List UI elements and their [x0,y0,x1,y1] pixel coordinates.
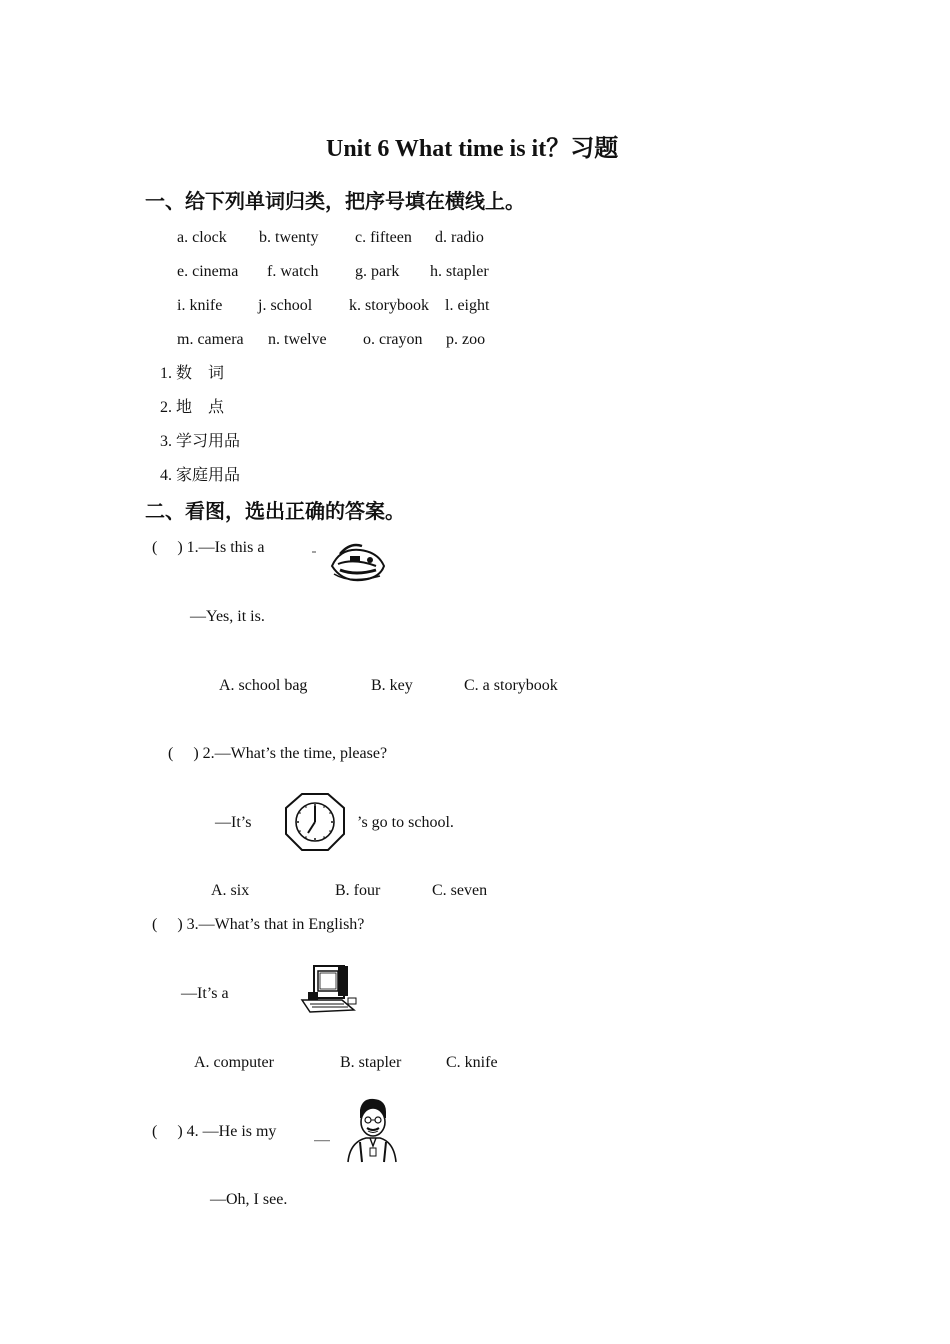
question-3-option-a: A. computer [194,1054,274,1071]
word-item: i. knife [177,297,223,314]
word-item: l. eight [445,297,490,314]
question-1-option-a: A. school bag [219,677,308,694]
category-places: 2. 地 点 [160,399,225,416]
question-2-stem: ( ) 2.—What’s the time, please? [168,745,388,762]
word-item: p. zoo [446,331,486,348]
question-3-answer: —It’s a [181,985,229,1002]
grandfather-picture [340,1096,400,1164]
question-3-option-b: B. stapler [340,1054,402,1071]
computer-picture [298,962,360,1016]
question-1-option-c: C. a storybook [464,677,558,694]
question-1-stem: ( ) 1.—Is this a [152,539,265,556]
category-numerals: 1. 数 词 [160,365,225,382]
question-2-answer-prefix: —It’s [215,814,252,831]
category-school-supplies: 3. 学习用品 [160,433,241,450]
word-item: c. fifteen [355,229,412,246]
word-item: f. watch [267,263,319,280]
word-item: m. camera [177,331,244,348]
word-item: g. park [355,263,400,280]
section2-heading: 二、看图，选出正确的答案。 [145,499,405,523]
question-2-option-b: B. four [335,882,381,899]
question-2-option-c: C. seven [432,882,488,899]
word-item: o. crayon [363,331,423,348]
word-item: h. stapler [430,263,489,280]
question-3-stem: ( ) 3.—What’s that in English? [152,916,365,933]
question-1-option-b: B. key [371,677,413,694]
word-item: d. radio [435,229,484,246]
word-item: b. twenty [259,229,319,246]
question-4-answer: —Oh, I see. [210,1191,288,1208]
category-household-items: 4. 家庭用品 [160,467,241,484]
word-item: a. clock [177,229,227,246]
clock-picture [282,790,348,854]
question-4-blank: ＿ [314,1126,331,1143]
question-3-option-c: C. knife [446,1054,498,1071]
school-bag-picture [310,540,390,586]
question-4-stem: ( ) 4. —He is my [152,1123,277,1140]
question-2-answer-suffix: ’s go to school. [357,814,454,831]
word-item: k. storybook [349,297,429,314]
word-item: n. twelve [268,331,327,348]
word-item: e. cinema [177,263,239,280]
question-2-option-a: A. six [211,882,250,899]
question-1-answer: —Yes, it is. [190,608,265,625]
page-title: Unit 6 What time is it？习题 [326,136,619,162]
word-item: j. school [258,297,313,314]
section1-heading: 一、给下列单词归类，把序号填在横线上。 [145,189,525,213]
